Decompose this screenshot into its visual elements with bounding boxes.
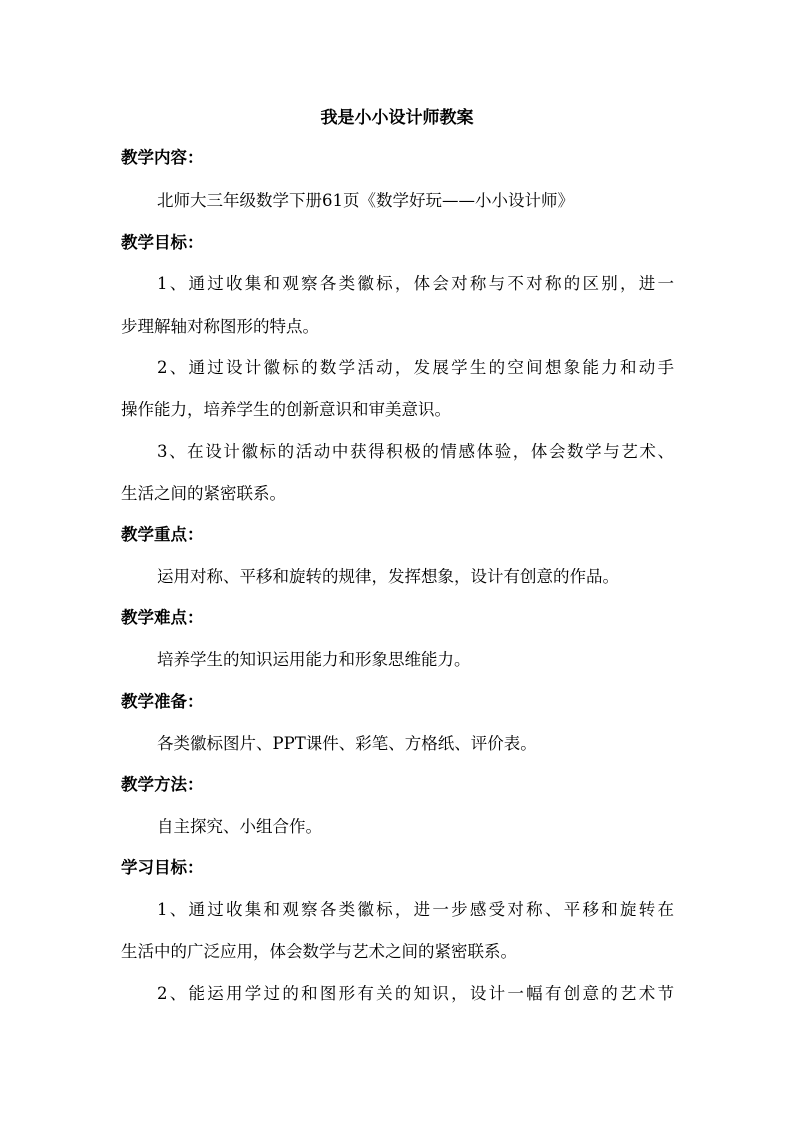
section-heading-difficulties: 教学难点： xyxy=(121,608,204,627)
section-heading-learning-goals: 学习目标： xyxy=(121,858,204,877)
objective-item-3-line1: 3、在设计徽标的活动中获得积极的情感体验，体会数学与艺术、 xyxy=(157,442,674,461)
objective-item-1-line2: 步理解轴对称图形的特点。 xyxy=(121,317,319,336)
learning-goal-item-1-line2: 生活中的广泛应用，体会数学与艺术之间的紧密联系。 xyxy=(121,942,517,961)
objective-item-1-line1: 1、通过收集和观察各类徽标，体会对称与不对称的区别，进一 xyxy=(157,274,674,293)
methods-text: 自主探究、小组合作。 xyxy=(157,817,322,836)
preparation-text: 各类徽标图片、PPT课件、彩笔、方格纸、评价表。 xyxy=(157,734,537,753)
section-heading-key-points: 教学重点： xyxy=(121,525,204,544)
section-heading-preparation: 教学准备： xyxy=(121,692,204,711)
content-text: 北师大三年级数学下册61页《数学好玩——小小设计师》 xyxy=(157,191,574,210)
difficulties-text: 培养学生的知识运用能力和形象思维能力。 xyxy=(157,650,471,669)
document-title: 我是小小设计师教案 xyxy=(320,108,474,128)
section-heading-objectives: 教学目标： xyxy=(121,233,204,252)
objective-item-2-line1: 2、通过设计徽标的数学活动，发展学生的空间想象能力和动手 xyxy=(157,358,674,377)
learning-goal-item-2-line1: 2、能运用学过的和图形有关的知识，设计一幅有创意的艺术节 xyxy=(157,984,674,1003)
objective-item-2-line2: 操作能力，培养学生的创新意识和审美意识。 xyxy=(121,400,451,419)
objective-item-3-line2: 生活之间的紧密联系。 xyxy=(121,484,286,503)
learning-goal-item-1-line1: 1、通过收集和观察各类徽标，进一步感受对称、平移和旋转在 xyxy=(157,900,674,919)
section-heading-methods: 教学方法： xyxy=(121,775,204,794)
key-points-text: 运用对称、平移和旋转的规律，发挥想象，设计有创意的作品。 xyxy=(157,567,619,586)
section-heading-content: 教学内容： xyxy=(121,148,204,167)
